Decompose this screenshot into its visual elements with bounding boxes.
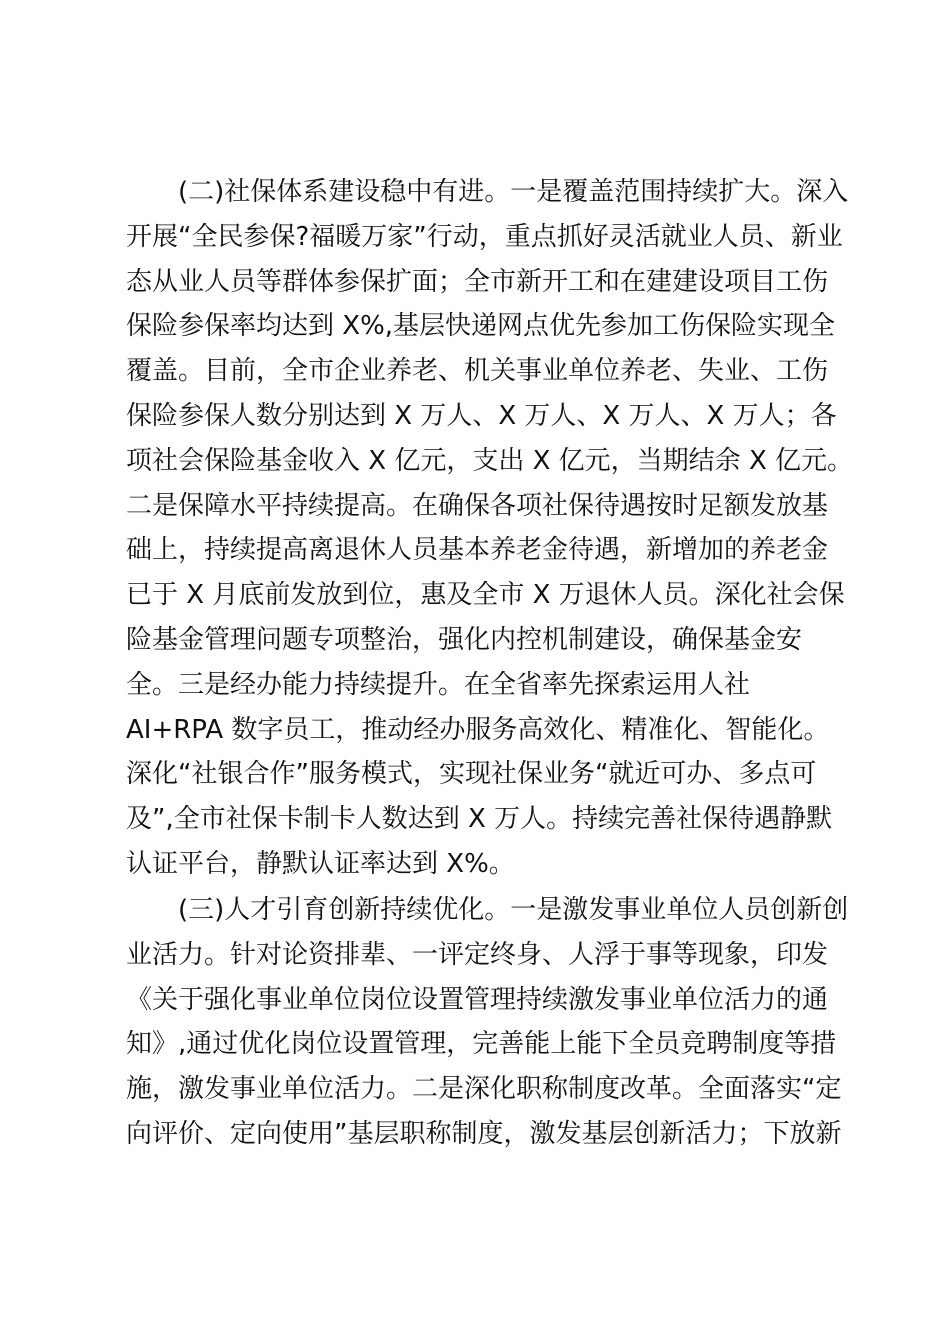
paragraph-social-security [126,170,854,887]
text-line: AI+RPA 数字员工，推动经办服务高效化、精准化、智能化。 [126,714,830,745]
text-line: 及”,全市社保卡制卡人数达到 X 万人。持续完善社保待遇静默 [126,804,833,835]
text-line: 态从业人员等群体参保扩面；全市新开工和在建建设项目工伤 [126,266,829,297]
text-line: 业活力。针对论资排辈、一评定终身、人浮于事等现象，印发 [126,939,829,970]
text-line: 础上，持续提高离退休人员基本养老金待遇，新增加的养老金 [126,535,829,566]
paragraph-talent [126,888,849,1157]
text-line: 知》,通过优化岗位设置管理，完善能上能下全员竞聘制度等措 [126,1029,837,1060]
text-line: 保险参保率均达到 X%,基层快递网点优先参加工伤保险实现全 [126,311,836,342]
text-line: 施，激发事业单位活力。二是深化职称制度改革。全面落实“定 [126,1074,842,1105]
text-line: 保险参保人数分别达到 X 万人、X 万人、X 万人、X 万人；各 [126,400,837,431]
text-line: 二是保障水平持续提高。在确保各项社保待遇按时足额发放基 [126,490,829,521]
text-line: (二)社保体系建设稳中有进。一是覆盖范围持续扩大。深入 [126,177,849,207]
text-line: (三)人才引育创新持续优化。一是激发事业单位人员创新创 [126,895,849,925]
text-line: 险基金管理问题专项整治，强化内控机制建设，确保基金安 [126,624,803,655]
text-line: 全。三是经办能力持续提升。在全省率先探索运用人社 [126,669,751,700]
text-line: 覆盖。目前，全市企业养老、机关事业单位养老、失业、工伤 [126,356,829,387]
text-line: 项社会保险基金收入 X 亿元，支出 X 亿元，当期结余 X 亿元。 [126,445,854,476]
text-line: 已于 X 月底前发放到位，惠及全市 X 万退休人员。深化社会保 [126,580,845,611]
text-line: 认证平台，静默认证率达到 X%。 [126,848,515,879]
text-line: 《关于强化事业单位岗位设置管理持续激发事业单位活力的通 [126,984,829,1015]
text-line: 深化“社银合作”服务模式，实现社保业务“就近可办、多点可 [126,759,817,790]
text-line: 开展“全民参保?福暖万家”行动，重点抓好灵活就业人员、新业 [126,221,843,252]
text-line: 向评价、定向使用”基层职称制度，激发基层创新活力；下放新 [126,1118,842,1149]
